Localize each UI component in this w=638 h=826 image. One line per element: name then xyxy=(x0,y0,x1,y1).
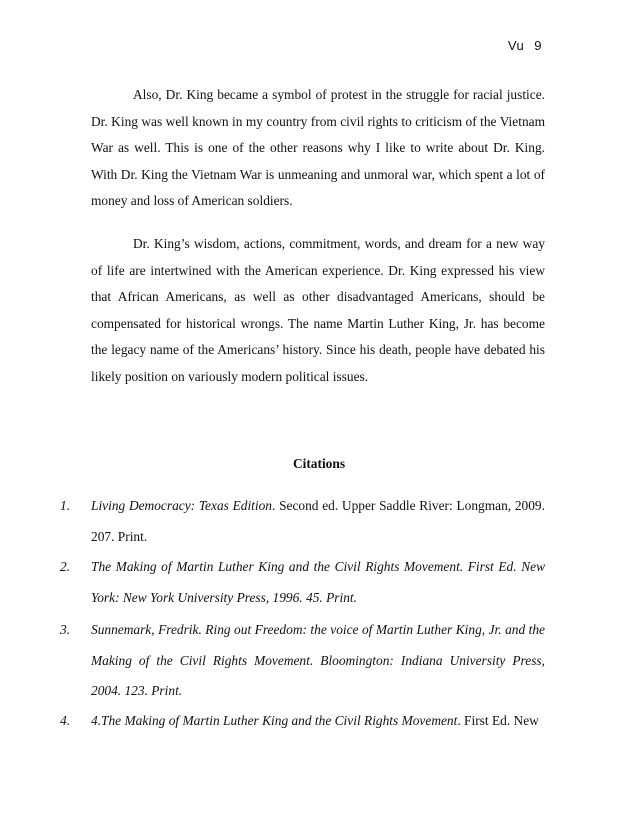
citation-text: Sunnemark, Fredrik. Ring out Freedom: the voice of Martin Luther King, Jr. and the Making of the Civil Rights Movement. Bloomington: Indiana University Press, 2004. 123. Print. xyxy=(91,622,545,698)
citation-number: 3. xyxy=(60,622,71,637)
citation-item xyxy=(60,615,545,707)
citation-title: 4.The Making of Martin Luther King and the Civil Rights Movement xyxy=(91,713,458,728)
body-paragraph: Also, Dr. King became a symbol of protest in the struggle for racial justice. Dr. King was well known in my country from civil rights to criticism of the Vietnam War as well. This is one of the other reasons why I like to write about Dr. King. With Dr. King the Vietnam War is unmeaning and unmoral war, which spent a lot of money and loss of American soldiers. xyxy=(91,87,545,208)
citation-item xyxy=(60,491,545,552)
citation-details: . First Ed. New xyxy=(457,713,539,728)
citation-number: 2. xyxy=(60,559,71,574)
body-paragraph: Dr. King’s wisdom, actions, commitment, words, and dream for a new way of life are intertwined with the American experience. Dr. King expressed his view that African Americans, as well as other disadvantaged Americans, should be compensated for historical wrongs. The name Martin Luther King, Jr. has become the legacy name of the Americans’ history. Since his death, people have debated his likely position on variously modern political issues. xyxy=(91,236,545,384)
citation-number: 1. xyxy=(60,498,71,513)
citation-title: Living Democracy: Texas Edition xyxy=(91,498,272,513)
citation-item xyxy=(60,552,545,613)
header-author: Vu xyxy=(507,38,525,53)
citation-item xyxy=(60,706,545,737)
citations-heading: Citations xyxy=(292,456,346,471)
citation-details: . Second ed. Upper Saddle River: Longman, 2009. 207. Print. xyxy=(91,498,545,544)
header-page-number: 9 xyxy=(534,38,542,53)
running-header xyxy=(508,38,542,53)
citation-text: The Making of Martin Luther King and the Civil Rights Movement. First Ed. New York: New York University Press, 1996. 45. Print. xyxy=(91,559,545,605)
citation-number: 4. xyxy=(60,713,71,728)
